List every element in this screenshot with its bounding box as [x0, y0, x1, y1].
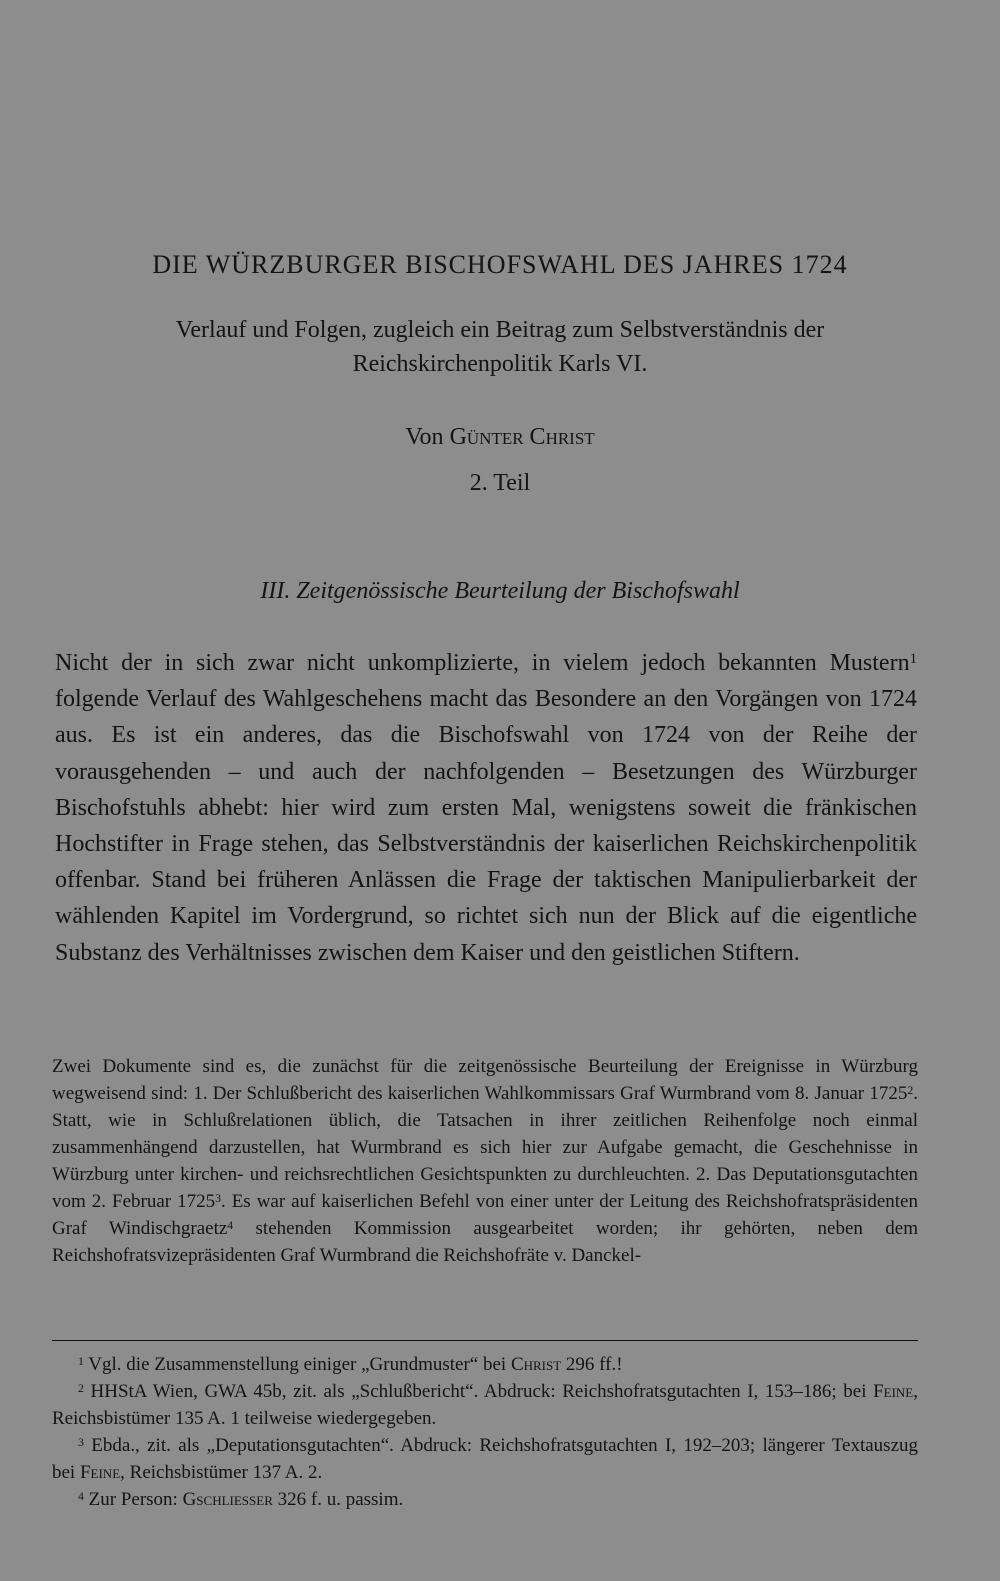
footnote-number: 3 — [78, 1435, 84, 1449]
footnote-number: 4 — [78, 1489, 84, 1503]
byline-prefix: Von — [405, 424, 444, 450]
footnote-author: Feine — [79, 1462, 121, 1483]
footnote-text: 326 f. u. passim. — [272, 1489, 404, 1510]
footnote — [52, 1378, 918, 1432]
subtitle-line-1: Verlauf und Folgen, zugleich ein Beitrag zum Selbstverständnis der — [175, 317, 825, 343]
footnote — [52, 1486, 918, 1513]
body-text-segment: . Statt, wie in Schlußrelationen üblich, die Tatsachen in ihrer zeitlichen Reihenfolge noch einmal zusammenhängend darzustellen, hat Wurmbrand es sich hier zur Aufgabe gemacht, die Geschehnisse in Würzburg unter kirchen- und reichsrechtlichen Gesichtspunkten zu durchleuchten. 2. Das Deputationsgutachten vom 2. Februar 1725 — [52, 1083, 918, 1212]
section-heading: III. Zeitgenössische Beurteilung der Bischofswahl — [260, 578, 740, 604]
article-title: DIE WÜRZBURGER BISCHOFSWAHL DES JAHRES 1724 — [152, 250, 848, 279]
body-text-segment: folgende Verlauf des Wahlgeschehens macht das Besondere an den Vorgängen von 1724 aus. Es ist ein anderes, das die Bischofswahl von 1724 von der Reihe der vorausgehenden – und auch der nachfolgenden – Besetzungen des Würzburger Bischofstuhls abhebt: hier wird zum ersten Mal, wenigstens soweit die fränkischen Hochstifter in Frage stehen, das Selbstverständnis der kaiserlichen Reichskirchenpolitik offenbar. Stand bei früheren Anlässen die Frage der taktischen Manipulierbarkeit der wählenden Kapitel im Vordergrund, so richtet sich nun der Blick auf die eigentliche Substanz des Verhältnisses zwischen dem Kaiser und den geistlichen Stiftern. — [55, 686, 917, 966]
subtitle-line-2: Reichskirchenpolitik Karls VI. — [352, 351, 648, 377]
footnotes — [52, 1351, 918, 1513]
footnote-text: Ebda., zit. als „Deputationsgutachten“. Abdruck: Reichshofratsgutachten I, 192–203; längerer Textauszug bei — [52, 1435, 918, 1483]
body-text-segment: Nicht der in sich zwar nicht unkomplizierte, in vielem jedoch bekannten Mustern — [55, 650, 910, 676]
footnote-text: , Reichsbistümer 135 A. 1 teilweise wiedergegeben. — [52, 1381, 918, 1429]
footnote-reference: 3 — [215, 1191, 221, 1205]
footnote-author: Feine — [873, 1381, 914, 1402]
footnote-number: 1 — [78, 1354, 84, 1368]
body-text-segment: stehenden Kommission ausgearbeitet worden; ihr gehörten, neben dem Reichshofratsvizepräsidenten Graf Wurmbrand die Reichshofräte v. Danckel- — [52, 1218, 918, 1266]
byline — [0, 424, 1000, 451]
footnote-number: 2 — [78, 1381, 84, 1395]
footnote-reference: 4 — [227, 1218, 234, 1232]
footnote-text: 296 ff.! — [561, 1354, 623, 1375]
small-print-paragraph — [52, 1053, 918, 1269]
body-paragraph — [55, 645, 917, 971]
footnote-text: Vgl. die Zusammenstellung einiger „Grundmuster“ bei — [83, 1354, 511, 1375]
footnote-author: Gschliesser — [182, 1489, 273, 1510]
footnote-text: Zur Person: — [83, 1489, 183, 1510]
footnote-reference: 1 — [909, 651, 917, 668]
footnote-text: HHStA Wien, GWA 45b, zit. als „Schlußbericht“. Abdruck: Reichshofratsgutachten I, 153–186; bei — [83, 1381, 874, 1402]
body-text-segment: . Es war auf kaiserlichen Befehl von einer unter der Leitung des Reichshofratspräsidenten Graf Windischgraetz — [52, 1191, 918, 1239]
footnote — [52, 1432, 918, 1486]
part-label: 2. Teil — [469, 470, 531, 496]
footnote-author: Christ — [510, 1354, 562, 1375]
footnote-separator — [52, 1340, 918, 1341]
article-subtitle — [80, 313, 920, 381]
footnote-text: , Reichsbistümer 137 A. 2. — [120, 1462, 323, 1483]
body-text-segment: Zwei Dokumente sind es, die zunächst für die zeitgenössische Beurteilung der Ereignisse in Würzburg wegweisend sind: 1. Der Schlußbericht des kaiserlichen Wahlkommissars Graf Wurmbrand vom 8. Januar 1725 — [52, 1056, 918, 1104]
footnote-reference: 2 — [907, 1083, 914, 1097]
footnote — [52, 1351, 918, 1378]
author-name: Günter Christ — [449, 424, 595, 450]
